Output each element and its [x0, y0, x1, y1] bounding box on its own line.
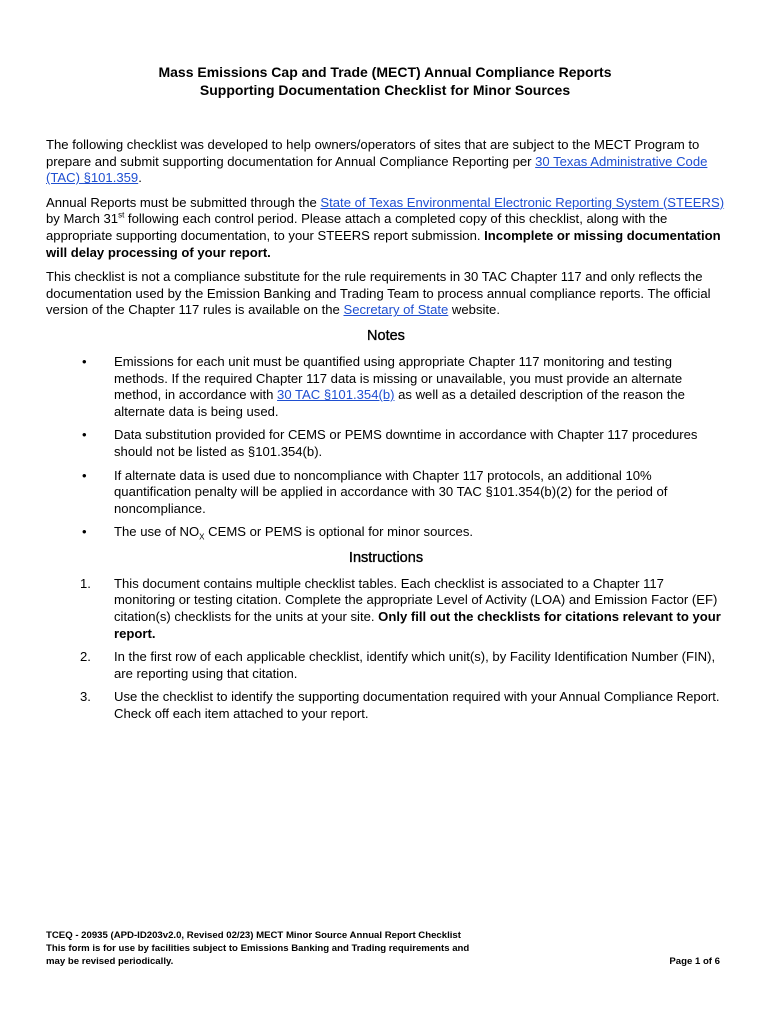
bullet-icon: •	[82, 427, 87, 443]
bullet-icon: •	[82, 467, 87, 483]
footer-form-id: TCEQ - 20935 (APD-ID203v2.0, Revised 02/23) MECT Minor Source Annual Report Checklist	[46, 930, 461, 941]
notes-heading: Notes	[367, 327, 405, 344]
intro-paragraph-2: Annual Reports must be submitted through the State of Texas Environmental Electronic Reporting System (STEERS) by March 31st following each control period. Please attach a completed copy of this checklist, along with the appropriate supporting documentation, to your STEERS report submission. Incomplete or missing documentation will delay processing of your report.	[46, 194, 725, 260]
list-item: • The use of $NO_X$ CEMS or PEMS is optional for minor sources.	[82, 524, 474, 542]
title-line-2: Supporting Documentation Checklist for Minor Sources	[199, 82, 571, 98]
instructions-list	[46, 576, 726, 723]
steers-link[interactable]: State of Texas Environmental Electronic Reporting System (STEERS)	[320, 194, 725, 210]
footer-revision-note: may be revised periodically.	[46, 956, 174, 967]
item-number: 3.	[80, 689, 91, 705]
footer-usage-note: This form is for use by facilities subject to Emissions Banking and Trading requirements and	[46, 943, 470, 954]
secretary-of-state-link[interactable]: Secretary of State	[343, 302, 449, 318]
tac-101-359-link[interactable]: 30 Texas Administrative Code (TAC) §101.359	[46, 153, 708, 186]
tac-101-354b-link[interactable]: 30 TAC §101.354(b)	[277, 387, 395, 403]
page-number: Page 1 of 6	[669, 956, 720, 967]
list-item: • Data substitution provided for CEMS or PEMS downtime in accordance with Chapter 117 procedures should not be listed as §101.354(b).	[82, 427, 698, 459]
list-item: 3. Use the checklist to identify the supporting documentation required with your Annual Compliance Report. Check off each item attached to your report.	[80, 689, 720, 722]
instructions-heading: Instructions	[348, 549, 424, 566]
page-title	[0, 63, 770, 99]
page-footer	[46, 929, 720, 968]
intro-paragraph-3: This checklist is not a compliance substitute for the rule requirements in 30 TAC Chapter 117 and only reflects the documentation used by the Emission Banking and Trading Team to process annual compliance reports. The official version of the Chapter 117 rules is available on the Secretary of State website.	[46, 269, 711, 318]
list-item: • Emissions for each unit must be quantified using appropriate Chapter 117 monitoring and testing methods. If the required Chapter 117 data is missing or unavailable, you must provide an alternate method, in accordance with 30 TAC §101.354(b) as well as a detailed description of the reason the alternate data is being used.	[82, 353, 685, 419]
notes-list	[46, 354, 726, 541]
item-number: 1.	[80, 575, 91, 591]
item-number: 2.	[80, 649, 91, 665]
bullet-icon: •	[82, 524, 87, 540]
intro-paragraph-1: The following checklist was developed to help owners/operators of sites that are subject to the MECT Program to prepare and submit supporting documentation for Annual Compliance Reporting per 30 Texas Administrative Code (TAC) §101.359.	[46, 137, 708, 186]
list-item: 2. In the first row of each applicable checklist, identify which unit(s), by Facility Identification Number (FIN), are reporting using that citation.	[80, 649, 716, 681]
delay-warning: Incomplete or missing documentation will delay processing of your report.	[46, 227, 721, 260]
title-line-1: Mass Emissions Cap and Trade (MECT) Annual Compliance Reports	[158, 64, 612, 80]
list-item: 1. This document contains multiple checklist tables. Each checklist is associated to a Chapter 117 monitoring or testing citation. Complete the appropriate Level of Activity (LOA) and Emission Factor (EF) citation(s) checklists for the units at your site. Only fill out the checklists for citations relevant to your report.	[80, 575, 721, 641]
main-content	[46, 137, 726, 730]
list-item: • If alternate data is used due to noncompliance with Chapter 117 protocols, an additional 10% quantification penalty will be applied in accordance with 30 TAC §101.354(b)(2) for the period of noncompliance.	[82, 467, 668, 516]
bullet-icon: •	[82, 353, 87, 369]
